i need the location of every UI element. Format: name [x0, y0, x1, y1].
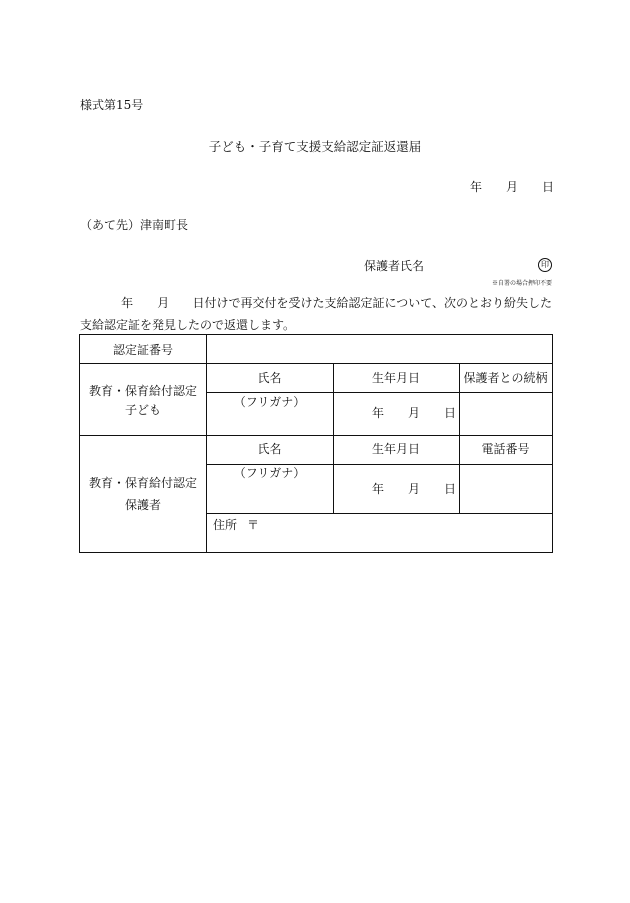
seal-note: ※自署の場合押印不要 [491, 280, 552, 287]
row-divider [80, 363, 552, 364]
guardian-birth-day: 日 [444, 482, 457, 496]
guardian-name-label: 保護者氏名 [364, 259, 425, 273]
date-day: 日 [542, 180, 555, 194]
date-year: 年 [470, 180, 483, 194]
row-divider [80, 435, 552, 436]
guardian-birthdate-field[interactable] [372, 483, 456, 495]
child-birthdate-header: 生年月日 [371, 371, 420, 385]
child-birth-year: 年 [372, 406, 385, 420]
guardian-birth-year: 年 [372, 482, 385, 496]
address-field[interactable] [262, 516, 548, 550]
row-divider [206, 392, 552, 393]
relation-field[interactable] [463, 396, 548, 432]
guardian-name-header: 氏名 [257, 442, 282, 456]
guardian-label-line1: 教育・保育給付認定 [88, 476, 197, 490]
child-birthdate-field[interactable] [372, 407, 456, 419]
child-furigana: （フリガナ） [233, 395, 306, 409]
body-text-line1 [80, 297, 552, 309]
postal-mark: 〒 [247, 518, 260, 532]
phone-header: 電話番号 [481, 442, 530, 456]
body-text-line2: 支給認定証を発見したので返還します。 [80, 318, 296, 332]
row-divider [206, 513, 552, 514]
date-month: 月 [506, 180, 519, 194]
child-birth-month: 月 [408, 406, 421, 420]
child-birth-day: 日 [444, 406, 457, 420]
cert-number-field[interactable] [210, 339, 548, 359]
child-label-line2: 子ども [124, 403, 161, 417]
phone-field[interactable] [463, 468, 548, 510]
child-name-field[interactable] [210, 411, 328, 431]
guardian-name-field[interactable] [210, 485, 328, 509]
seal-mark: 印 [538, 258, 552, 272]
return-form-table [79, 334, 553, 553]
address-label: 住所 [213, 518, 238, 532]
document-title: 子ども・子育て支援支給認定証返還届 [208, 139, 422, 154]
guardian-birthdate-header: 生年月日 [371, 442, 420, 456]
row-divider [206, 464, 552, 465]
guardian-furigana: （フリガナ） [233, 466, 306, 480]
guardian-birth-month: 月 [408, 482, 421, 496]
cert-number-label: 認定証番号 [112, 343, 173, 357]
guardian-label-line2: 保護者 [124, 498, 161, 512]
body-month: 月 [157, 296, 170, 310]
form-number: 様式第15号 [80, 98, 144, 112]
body-year: 年 [121, 296, 134, 310]
addressee: （あて先）津南町長 [80, 218, 189, 232]
child-name-header: 氏名 [257, 371, 282, 385]
body-line1-rest: 日付けで再交付を受けた支給認定証について、次のとおり紛失した [192, 296, 552, 310]
child-label-line1: 教育・保育給付認定 [88, 384, 197, 398]
relation-header: 保護者との続柄 [463, 371, 548, 385]
submission-date [470, 181, 554, 193]
